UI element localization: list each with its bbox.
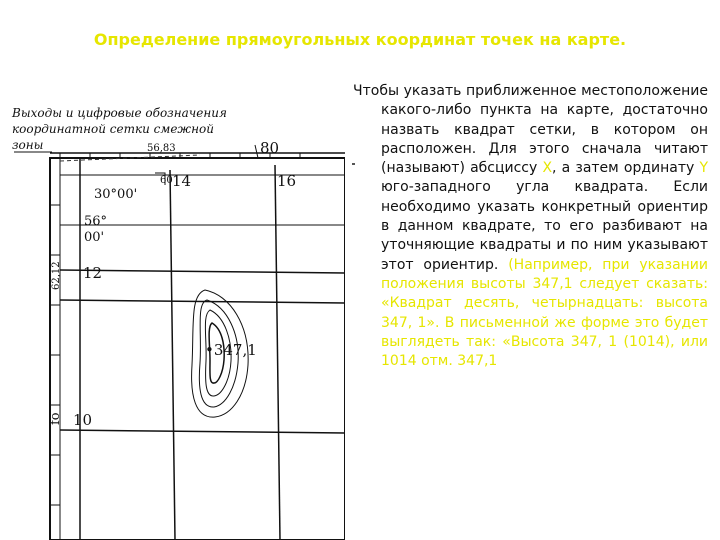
grid-line-v-outside xyxy=(255,145,258,158)
label-row-12: 12 xyxy=(83,264,103,282)
grid-line-h xyxy=(60,430,345,433)
grid-line-h xyxy=(60,300,345,303)
map-figure xyxy=(0,95,345,540)
page-title: Определение прямоугольных координат точек на карте. xyxy=(93,30,627,49)
text-black-part: Чтобы указать приближенное местоположение какого-либо пункта на карте, достаточно назвать квадрат сетки, в котором он расположен. Для этого сначала читают (называют) абсциссу xyxy=(353,83,708,177)
label-corner-small: 60 xyxy=(160,175,173,186)
grid-line-h xyxy=(60,270,345,273)
map-caption-line-1: Выходы и цифровые обозначения xyxy=(12,106,227,120)
label-lon-deg: 56° xyxy=(84,214,108,229)
label-top-value: 56,83 xyxy=(147,143,176,154)
label-col-14: 14 xyxy=(172,172,192,190)
text-after-y: юго-западного угла квадрата. Если необходимо указать конкретный ориентир в данном квадрате, то его разбивают на уточняющие квадраты и по ним указывают этот ориентир. xyxy=(381,179,708,273)
label-lat: 30°00' xyxy=(94,187,138,202)
label-lon-min: 00' xyxy=(84,230,105,245)
label-row-10: 10 xyxy=(73,411,93,429)
label-height-mark: •347,1 xyxy=(205,341,257,359)
label-side-left: 62,12 xyxy=(51,261,62,290)
text-y-letter: Y xyxy=(699,160,709,177)
map-caption-line-3: зоны xyxy=(12,138,44,152)
label-top-right: 80 xyxy=(260,139,280,157)
text-x-letter: X xyxy=(542,160,553,177)
explanation-paragraph xyxy=(353,82,708,371)
text-after-x: , а затем ординату xyxy=(552,160,695,177)
label-side-left-2: fo xyxy=(48,412,63,425)
text-yellow-part: (Например, при указании положения высоты 347,1 следует сказать: «Квадрат десять, четырнадцать: высота 347, 1». В письменной же форме это будет выглядеть так: «Высота 347, 1 (1014), или 1014 отм. 347,1 xyxy=(381,256,709,370)
map-caption-line-2: координатной сетки смежной xyxy=(12,122,214,136)
label-col-16: 16 xyxy=(277,172,297,190)
explanation-text xyxy=(353,82,708,371)
map-drawing xyxy=(0,95,345,540)
left-scale-ticks xyxy=(50,205,60,505)
grid-line-v xyxy=(275,165,280,540)
